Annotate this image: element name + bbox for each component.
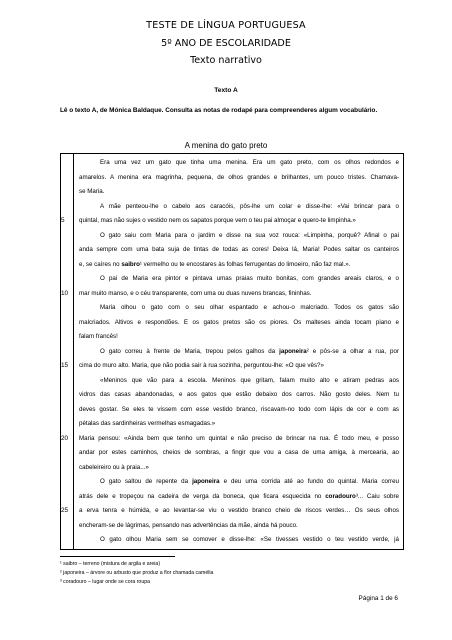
- story-line: [61, 504, 399, 519]
- story-line: [61, 287, 399, 302]
- line-text: «Meninos que vão para a escola. Meninos que gritam, falam muito alto e atiram pedras aos: [100, 376, 399, 384]
- line-number: 20: [61, 434, 69, 442]
- story-line: [79, 316, 399, 331]
- line-text: malcriados. Altivos e respondões. E os gatos pretos são os piores. Os malteses ainda tocam piano e: [79, 318, 399, 326]
- story-line: [79, 330, 399, 345]
- story-line: [79, 461, 399, 476]
- story-line: [79, 200, 399, 215]
- line-text: O gato correu à frente de Maria, trepou pelos galhos da japoneira² e pôs-se a olhar a rua, por: [100, 347, 399, 355]
- page-number: Página 1 de 6: [358, 595, 398, 602]
- line-text: falam francês!: [79, 333, 118, 340]
- line-text: andar por estes caminhos, cheios de sombras, a fingir que vou a casa de uma amiga, à mercearia, ao: [79, 449, 399, 456]
- story-line: [79, 519, 399, 534]
- line-number: 10: [61, 289, 69, 297]
- line-text: pétalas das sardinheiras vermelhas esmagadas.»: [79, 420, 216, 427]
- text-frame: [60, 153, 404, 550]
- story-lines: [61, 156, 399, 548]
- line-text: O gato olhou Maria sem se comover e disse-lhe: «Se tivesses vestido o teu vestido verde, já: [100, 536, 399, 543]
- story-line: [79, 301, 399, 316]
- line-number: 15: [61, 362, 69, 369]
- story-line: [79, 490, 399, 505]
- line-text: O gato saltou de repente da japoneira e deu uma corrida até ao fundo do quintal. Maria correu: [100, 478, 399, 485]
- line-text: e, se caíres no saibro¹ vermelho ou te encostares às folhas ferrugentas do limoeiro, não faz mal.».: [79, 260, 351, 268]
- line-text: a erva tenra e húmida, e ao levantar-se viu o vestido branco cheio de riscos verdes… Os seus olhos: [79, 507, 399, 514]
- line-text: deves gostar. Se eles te vissem com esse vestido branco, riscavam-no todo com lápis de cor e com as: [79, 405, 399, 413]
- story-line: [79, 403, 399, 418]
- story-line: [79, 243, 399, 258]
- story-line: [79, 345, 399, 360]
- text-type: Texto narrativo: [190, 55, 262, 66]
- footnote: ³ coradouro – lugar onde se cora roupa: [60, 579, 150, 585]
- line-text: O gato saiu com Maria para o jardim e disse na sua voz rouca: «Limpinha, porquê? Afinal o pai: [100, 231, 399, 239]
- footnote-separator: [60, 556, 175, 557]
- line-text: O pai de Maria era pintor e pintava umas praias muito bonitas, com grandes areais claros, e o: [100, 275, 399, 282]
- line-text: anda sempre com uma bata suja de tintas de todas as cores! Deixa lá, Maria! Podes saltar os canteiros: [79, 246, 399, 253]
- story-line: [79, 258, 399, 273]
- line-text: se Maria.: [79, 188, 105, 195]
- story-line: [79, 229, 399, 244]
- line-number: 25: [61, 507, 69, 514]
- line-text: atrás dele e tropeçou na cadeira de verga da boneca, que ficara esquecida no coradouro³... Caiu sobre: [79, 492, 399, 500]
- footnote: ¹ saibro – terreno (mistura de argila e areia): [60, 561, 161, 567]
- story-line: [61, 214, 399, 229]
- story-line: [61, 432, 399, 447]
- line-text: vidros das casas abandonadas, e aos gatos que estão debaixo dos carros. Não gosto deles. Nem tu: [79, 391, 399, 398]
- footnote: ² japoneira – árvore ou arbusto que produz a flor chamada camélia: [60, 570, 214, 576]
- story-line: [79, 185, 399, 200]
- story-line: [79, 171, 399, 186]
- line-text: A mãe penteou-lhe o cabelo aos caracóis, pôs-lhe um colar e disse-lhe: «Vai brincar para o: [100, 202, 399, 210]
- line-number-gutter: [73, 154, 74, 549]
- story-line: [79, 388, 399, 403]
- line-text: cima do muro alto. Maria, que não podia sair à rua sozinha, perguntou-lhe: «O que vês?»: [79, 362, 324, 369]
- grade-level: 5º ANO DE ESCOLARIDADE: [161, 38, 291, 49]
- story-title: A menina do gato preto: [184, 141, 268, 150]
- line-text: cabeleireiro ou à praia...»: [79, 463, 149, 471]
- line-text: Era uma vez um gato que tinha uma menina. Era um gato preto, com os olhos redondos e: [100, 159, 399, 166]
- line-text: encheram-se de lágrimas, pensando nas advertências da mãe, ainda há pouco.: [79, 521, 298, 529]
- story-line: [79, 417, 399, 432]
- line-text: mar muito manso, e o céu transparente, com uma ou duas nuvens brancas, fininhas.: [79, 289, 312, 297]
- line-text: amarelos. A menina era magrinha, pequena, de olhos grandes e brilhantes, um pouco tristes. Chamava-: [79, 173, 399, 181]
- line-text: Maria pensou: «Ainda bem que tenho um quintal e não preciso de brincar na rua. É todo meu, e posso: [79, 434, 399, 442]
- story-line: [79, 156, 399, 171]
- story-line: [79, 374, 399, 389]
- story-line: [79, 446, 399, 461]
- test-title: TESTE DE LÍNGUA PORTUGUESA: [146, 20, 306, 31]
- instruction: Lê o texto A, de Mónica Baldaque. Consulta as notas de rodapé para compreenderes algum vocabulário.: [60, 107, 378, 114]
- line-text: Maria olhou o gato com o seu olhar espantado e achou-o malcriado. Todos os gatos são: [100, 304, 399, 311]
- line-text: quintal, mas não sujes o vestido nem os sapatos porque vem o teu pai almoçar e quero-te limpinha.»: [79, 217, 356, 224]
- story-line: [79, 533, 399, 548]
- section-label: Texto A: [214, 87, 238, 94]
- story-line: [79, 475, 399, 490]
- story-line: [61, 359, 399, 374]
- line-number: 5: [61, 217, 65, 224]
- story-line: [79, 272, 399, 287]
